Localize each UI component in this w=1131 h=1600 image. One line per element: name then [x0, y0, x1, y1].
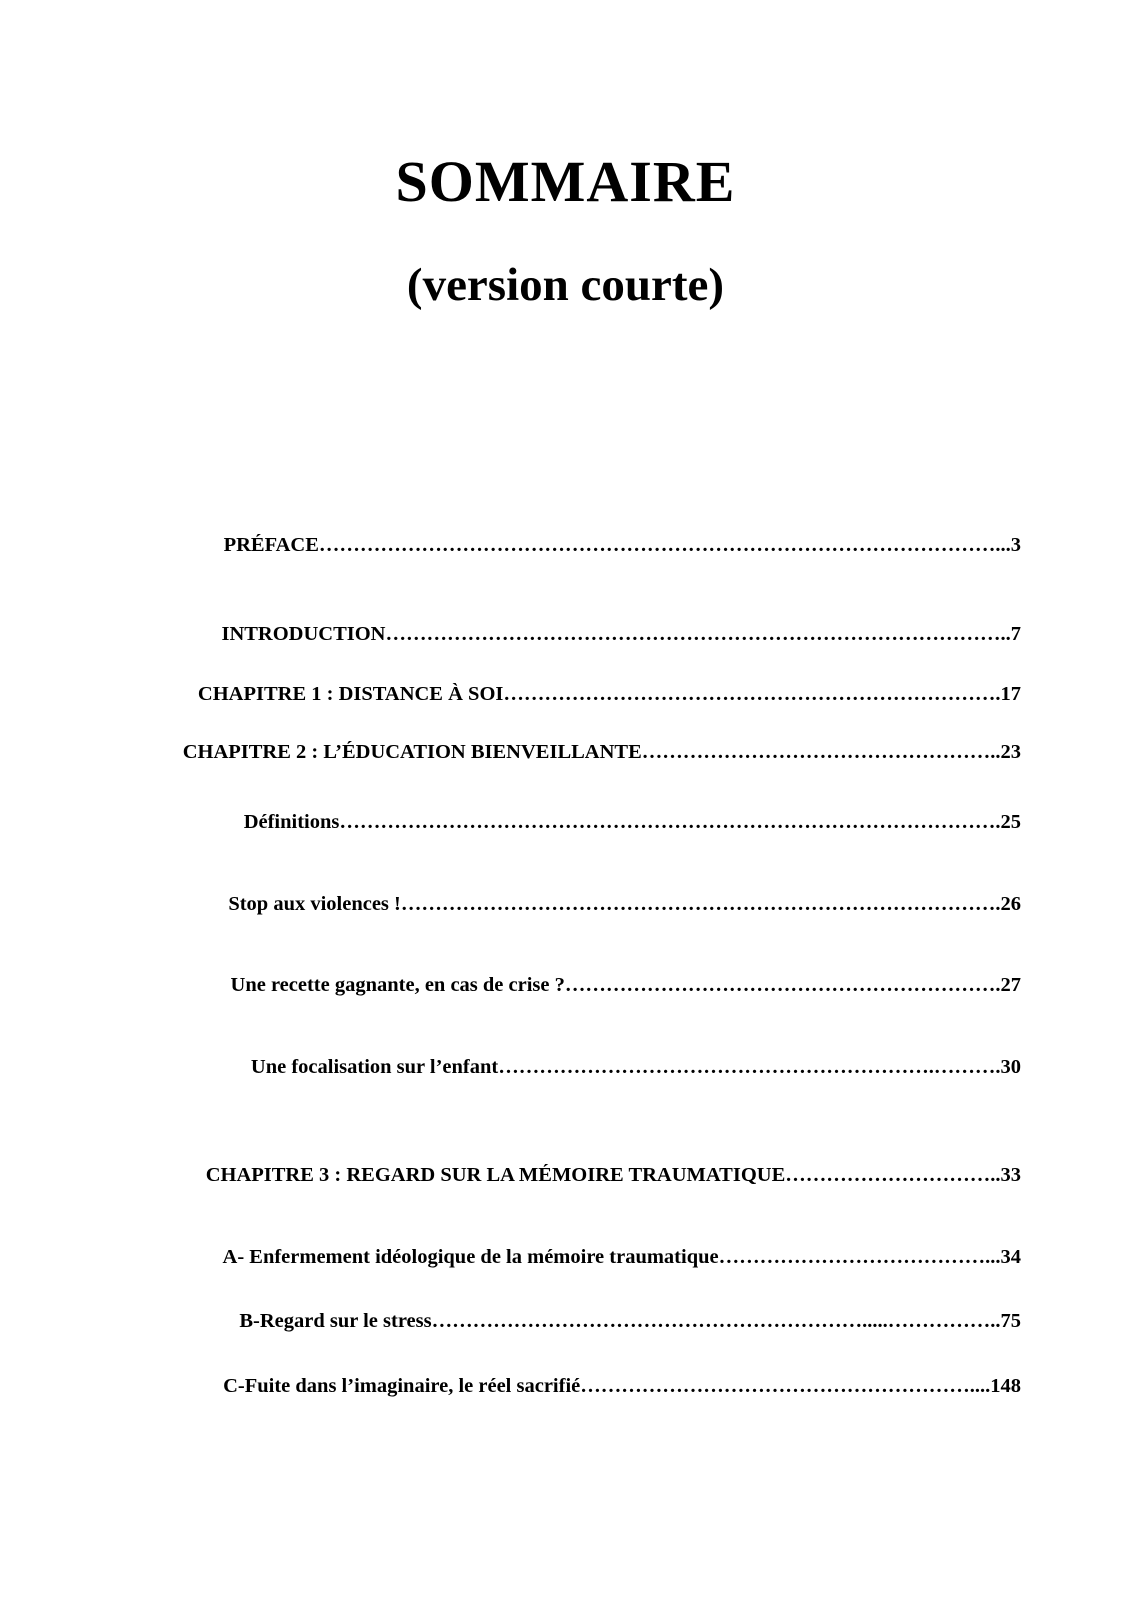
toc-entry-section-a: A- Enfermement idéologique de la mémoire traumatique…………………………………...34 [222, 1246, 1021, 1268]
toc-entry-focalisation-enfant: Une focalisation sur l’enfant……………………………………………………….……….30 [250, 1056, 1021, 1078]
toc-entry-chapter-3: CHAPITRE 3 : REGARD SUR LA MÉMOIRE TRAUMATIQUE…………………………..33 [205, 1164, 1021, 1186]
toc-entry-section-c: C-Fuite dans l’imaginaire, le réel sacrifié…………………………………………………....148 [223, 1375, 1021, 1397]
page-title: SOMMAIRE [395, 149, 736, 214]
toc-entry-section-b: B-Regard sur le stress……………………………………………………….....……………..75 [239, 1310, 1021, 1332]
toc-entry-chapter-2: CHAPITRE 2 : L’ÉDUCATION BIENVEILLANTE……………………………………………..23 [182, 741, 1021, 763]
toc-entry-introduction: INTRODUCTION………………………………………………………………………………..7 [221, 623, 1021, 645]
toc-entry-preface: PRÉFACE………………………………………………………………………………………...3 [223, 534, 1021, 556]
toc-entry-chapter-1: CHAPITRE 1 : DISTANCE À SOI……………………………………………………………….17 [197, 683, 1021, 705]
page-subtitle: (version courte) [406, 259, 725, 311]
toc-entry-definitions: Définitions…………………………………………………………………………………….25 [243, 811, 1021, 833]
toc-entry-recette-gagnante: Une recette gagnante, en cas de crise ?……………………………………………………….27 [230, 974, 1021, 996]
toc-entry-stop-violences: Stop aux violences !…………………………………………………………………………….26 [228, 893, 1021, 915]
